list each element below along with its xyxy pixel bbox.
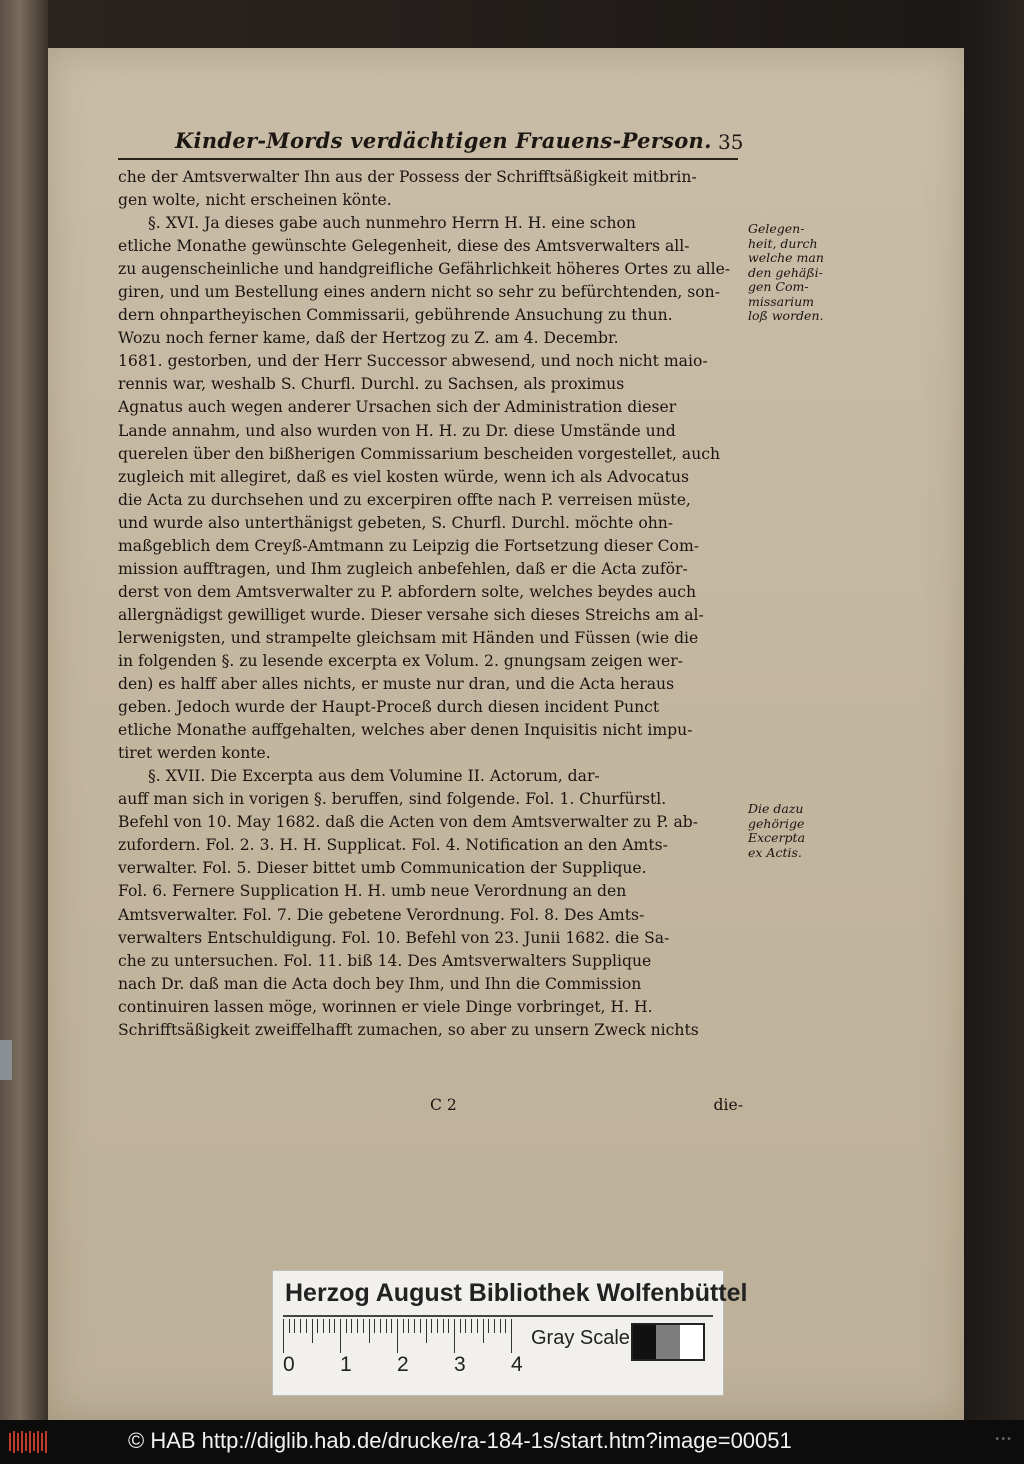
text-line: Befehl von 10. May 1682. daß die Acten von dem Amtsverwalter zu P. ab- bbox=[118, 813, 699, 832]
ruler-labels bbox=[283, 1353, 528, 1383]
ruler-tick bbox=[317, 1319, 318, 1333]
more-dots: ••• bbox=[994, 1434, 1012, 1445]
text-line: §. XVI. Ja dieses gabe auch nunmehro Herrn H. H. eine schon bbox=[148, 214, 636, 233]
ruler-tick bbox=[363, 1319, 364, 1333]
text-line: gen wolte, nicht erscheinen könte. bbox=[118, 191, 392, 210]
scale-ruler bbox=[283, 1319, 528, 1355]
text-line: maßgeblich dem Creyß-Amtmann zu Leipzig die Fortsetzung dieser Com- bbox=[118, 536, 699, 555]
margin-note-line: gehörige bbox=[748, 815, 805, 831]
ruler-tick bbox=[306, 1319, 307, 1333]
margin-note-line: Die dazu bbox=[748, 801, 804, 816]
text-line: zufordern. Fol. 2. 3. H. H. Supplicat. Fol. 4. Notification an den Amts- bbox=[118, 836, 668, 855]
margin-note-line: heit, durch bbox=[748, 235, 818, 251]
ruler-tick bbox=[426, 1319, 427, 1343]
ruler-tick bbox=[289, 1319, 290, 1333]
text-line: che zu untersuchen. Fol. 11. biß 14. Des Amtsverwalters Supplique bbox=[118, 951, 652, 970]
text-line: tiret werden konte. bbox=[118, 744, 271, 763]
ruler-tick bbox=[477, 1319, 478, 1333]
page-foot bbox=[118, 1096, 743, 1118]
text-line: §. XVII. Die Excerpta aus dem Volumine II. Actorum, dar- bbox=[148, 767, 600, 786]
color-reference-card bbox=[272, 1270, 748, 1396]
ruler-tick bbox=[511, 1319, 512, 1353]
gray-scale-label: Gray Scale bbox=[531, 1327, 630, 1349]
ruler-tick bbox=[380, 1319, 381, 1333]
library-sticker bbox=[0, 1040, 12, 1080]
text-line: allergnädigst gewilliget wurde. Dieser versahe sich dieses Streichs am al- bbox=[118, 605, 704, 624]
ruler-tick bbox=[460, 1319, 461, 1333]
ruler-tick bbox=[357, 1319, 358, 1333]
gray-swatch bbox=[633, 1325, 656, 1359]
signature-mark: C 2 bbox=[430, 1096, 457, 1114]
margin-note-gelegenheit bbox=[748, 222, 848, 324]
ruler-tick bbox=[346, 1319, 347, 1333]
source-url[interactable]: © HAB http://diglib.hab.de/drucke/ra-184-1s/start.htm?image=00051 bbox=[128, 1428, 792, 1453]
text-line: mission aufftragen, und Ihm zugleich anbefehlen, daß er die Acta zuför- bbox=[118, 559, 688, 578]
viewer-footer bbox=[0, 1420, 1024, 1464]
catchword: die- bbox=[713, 1096, 743, 1114]
margin-note-line: missarium bbox=[748, 293, 815, 309]
page-number: 35 bbox=[718, 130, 744, 154]
text-line: lerwenigsten, und strampelte gleichsam mit Händen und Füssen (wie die bbox=[118, 628, 699, 647]
book-edge bbox=[0, 0, 48, 1420]
ruler-tick bbox=[414, 1319, 415, 1333]
text-line: dern ohnpartheyischen Commissarii, gebührende Ansuchung zu thun. bbox=[118, 306, 673, 325]
margin-note-excerpta bbox=[748, 802, 848, 860]
ruler-tick bbox=[483, 1319, 484, 1343]
text-line: in folgenden §. zu lesende excerpta ex Volum. 2. gnungsam zeigen wer- bbox=[118, 651, 683, 670]
text-line: Lande annahm, und also wurden von H. H. zu Dr. diese Umstände und bbox=[118, 421, 676, 440]
ruler-tick bbox=[420, 1319, 421, 1333]
ruler-tick bbox=[386, 1319, 387, 1333]
main-text bbox=[118, 166, 743, 1042]
margin-note-line: Excerpta bbox=[748, 830, 806, 845]
text-line: Schrifftsäßigkeit zweiffelhafft zumachen, so aber zu unsern Zweck nichts bbox=[118, 1020, 699, 1039]
ruler-tick bbox=[283, 1319, 284, 1353]
ruler-tick bbox=[300, 1319, 301, 1333]
ruler-tick bbox=[391, 1319, 392, 1333]
ruler-tick bbox=[408, 1319, 409, 1333]
text-line: nach Dr. daß man die Acta doch bey Ihm, und Ihn die Commission bbox=[118, 974, 642, 993]
text-line: giren, und um Bestellung eines andern nicht so sehr zu befürchtenden, son- bbox=[118, 283, 720, 302]
text-line: continuiren lassen möge, worinnen er viele Dinge vorbringet, H. H. bbox=[118, 997, 653, 1016]
ruler-number: 3 bbox=[454, 1353, 466, 1376]
text-line: geben. Jedoch wurde der Haupt-Proceß durch diesen incident Punct bbox=[118, 698, 660, 717]
ruler-tick bbox=[403, 1319, 404, 1333]
ruler-tick bbox=[312, 1319, 313, 1343]
ruler-tick bbox=[494, 1319, 495, 1333]
ruler-tick bbox=[397, 1319, 398, 1353]
text-line: und wurde also unterthänigst gebeten, S. Churfl. Durchl. möchte ohn- bbox=[118, 513, 674, 532]
ruler-number: 1 bbox=[340, 1353, 352, 1376]
text-line: Amtsverwalter. Fol. 7. Die gebetene Verordnung. Fol. 8. Des Amts- bbox=[118, 905, 645, 924]
text-line: querelen über den bißherigen Commissarium bescheiden vorgestellet, auch bbox=[118, 444, 721, 463]
margin-note-line: den gehäßi- bbox=[748, 264, 823, 280]
text-line: zugleich mit allegiret, daß es viel kosten würde, wenn ich als Advocatus bbox=[118, 467, 689, 486]
ruler-tick bbox=[369, 1319, 370, 1343]
gray-swatch bbox=[680, 1325, 703, 1359]
ruler-number: 2 bbox=[397, 1353, 409, 1376]
text-line: Agnatus auch wegen anderer Ursachen sich der Administration dieser bbox=[118, 398, 677, 417]
ruler-tick bbox=[351, 1319, 352, 1333]
ruler-tick bbox=[431, 1319, 432, 1333]
margin-note-line: ex Actis. bbox=[748, 844, 802, 860]
text-line: etliche Monathe gewünschte Gelegenheit, diese des Amtsverwalters all- bbox=[118, 237, 690, 256]
ruler-tick bbox=[329, 1319, 330, 1333]
ruler-tick bbox=[437, 1319, 438, 1333]
text-line: die Acta zu durchsehen und zu excerpiren offte nach P. verreisen müste, bbox=[118, 490, 691, 509]
running-head: Kinder-Mords verdächtigen Frauens-Person. bbox=[175, 128, 712, 153]
margin-note-line: gen Com- bbox=[748, 279, 809, 294]
ruler-tick bbox=[294, 1319, 295, 1333]
ruler-tick bbox=[340, 1319, 341, 1353]
ruler-tick bbox=[448, 1319, 449, 1333]
margin-note-line: Gelegen- bbox=[748, 221, 805, 236]
text-line: den) es halff aber alles nichts, er muste nur dran, und die Acta heraus bbox=[118, 675, 675, 694]
ruler-tick bbox=[471, 1319, 472, 1333]
margin-note-line: welche man bbox=[748, 250, 824, 265]
text-line: rennis war, weshalb S. Churfl. Durchl. zu Sachsen, als proximus bbox=[118, 375, 625, 394]
ruler-tick bbox=[505, 1319, 506, 1333]
margin-note-line: loß worden. bbox=[748, 308, 824, 323]
text-line: Wozu noch ferner kame, daß der Hertzog zu Z. am 4. Decembr. bbox=[118, 329, 619, 348]
ruler-number: 0 bbox=[283, 1353, 295, 1376]
ruler-tick bbox=[500, 1319, 501, 1333]
text-line: etliche Monathe auffgehalten, welches aber denen Inquisitis nicht impu- bbox=[118, 721, 693, 740]
text-line: 1681. gestorben, und der Herr Successor abwesend, und noch nicht maio- bbox=[118, 352, 708, 371]
head-rule bbox=[118, 158, 738, 160]
gray-swatch bbox=[656, 1325, 679, 1359]
text-line: derst von dem Amtsverwalter zu P. abfordern solte, welches beydes auch bbox=[118, 582, 697, 601]
ruler-tick bbox=[465, 1319, 466, 1333]
text-line: verwalter. Fol. 5. Dieser bittet umb Communication der Supplique. bbox=[118, 859, 647, 878]
text-line: che der Amtsverwalter Ihn aus der Possess der Schrifftsäßigkeit mitbrin- bbox=[118, 168, 697, 186]
card-title: Herzog August Bibliothek Wolfenbüttel bbox=[285, 1279, 748, 1307]
ruler-tick bbox=[323, 1319, 324, 1333]
text-line: auff man sich in vorigen §. beruffen, sind folgende. Fol. 1. Churfürstl. bbox=[118, 790, 667, 809]
text-line: verwalters Entschuldigung. Fol. 10. Befehl von 23. Junii 1682. die Sa- bbox=[118, 928, 670, 947]
ruler-tick bbox=[488, 1319, 489, 1333]
ruler-tick bbox=[443, 1319, 444, 1333]
card-rule bbox=[283, 1315, 713, 1317]
ruler-number: 4 bbox=[511, 1353, 523, 1376]
hab-logo-icon[interactable] bbox=[8, 1429, 48, 1455]
ruler-tick bbox=[374, 1319, 375, 1333]
ruler-tick bbox=[334, 1319, 335, 1333]
ruler-tick bbox=[454, 1319, 455, 1353]
text-line: zu augenscheinliche und handgreifliche Gefährlichkeit höheres Ortes zu alle- bbox=[118, 260, 731, 279]
text-line: Fol. 6. Fernere Supplication H. H. umb neue Verordnung an den bbox=[118, 882, 627, 901]
gray-scale-swatches bbox=[631, 1323, 705, 1361]
